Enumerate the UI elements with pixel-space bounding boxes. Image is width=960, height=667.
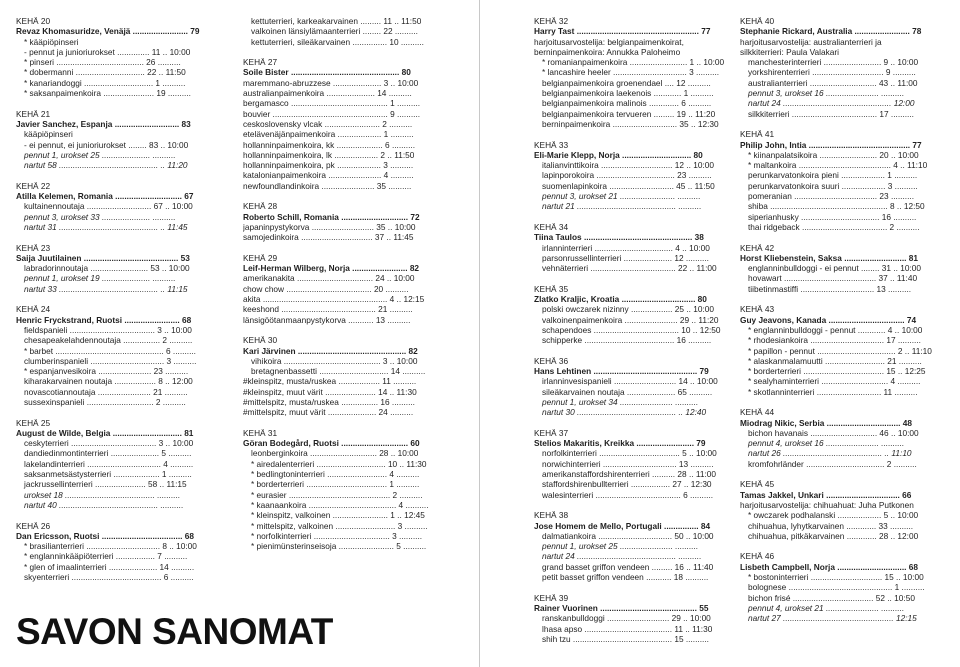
breed-line: #mittelspitz, muut värit ..................... 24 .......... <box>243 407 414 418</box>
breed-line: * pinseri ...................................... 26 .......... <box>24 57 181 68</box>
judge-line: Rainer Vuorinen .......................................... 55 <box>534 602 709 613</box>
breed-line: staffordshirenbullterrieri ................. 27 .. 12:30 <box>542 479 712 490</box>
ring-heading: KEHÄ 46 <box>740 551 775 562</box>
breed-line: * brasilianterrieri ................................ 8 .. 10:00 <box>24 541 197 552</box>
breed-line: pennut 4, urokset 16 ....................... .......... <box>748 438 905 449</box>
breed-line: parsonrussellinterrieri ..................... 12 .......... <box>542 252 709 263</box>
breed-line: bouvier .................................................. 9 .......... <box>243 108 421 119</box>
breed-line: * espanjanvesikoira ....................... 23 .......... <box>24 366 189 377</box>
breed-line: bergamasco .......................................... 1 .......... <box>243 98 421 109</box>
breed-line: irlanninterrieri .................................. 4 .. 10:00 <box>542 242 710 253</box>
breed-line: kääpiöpinseri <box>24 129 73 140</box>
breed-line: polski owczarek nizinny .................. 25 .. 10:00 <box>542 304 715 315</box>
breed-line: thai ridgeback ..................................... 2 .......... <box>748 221 920 232</box>
column-4 <box>740 16 936 634</box>
breed-line: * barbet ............................................... 6 .......... <box>24 345 196 356</box>
breed-line: dalmatiankoira ................................ 50 .. 10:00 <box>542 530 714 541</box>
judge-line: Stelios Makaritis, Kreikka ......................... 79 <box>534 438 706 449</box>
savon-sanomat-logo: SAVON SANOMAT <box>16 611 333 652</box>
breed-line: walesinterrieri ..................................... 6 .......... <box>542 489 714 500</box>
breed-line: * skotlanninterrieri ............................ 11 .......... <box>748 386 918 397</box>
breed-line: akita ...................................................... 4 .. 12:15 <box>243 294 425 305</box>
breed-line: hollanninpaimenkoira, pk ................... 3 .......... <box>243 160 414 171</box>
breed-line: nartut 21 ........................................... .......... <box>542 201 702 212</box>
breed-line: * rhodesiankoira ................................ 17 .......... <box>748 335 921 346</box>
breed-line: clumberinspanieli ................................ 3 .......... <box>24 355 197 366</box>
breed-line: * pienimünsterinseisoja ........................ 5 .......... <box>251 541 427 552</box>
ring-heading: KEHÄ 27 <box>243 57 278 68</box>
breed-line: #mittelspitz, musta/ruskea ................ 16 .......... <box>243 396 415 407</box>
breed-line: australianpaimenkoira ..................... 14 .......... <box>243 88 412 99</box>
breed-line: chow chow ..................................... 20 .......... <box>243 283 409 294</box>
breed-line: * kiinanpalatsikoira ......................... 20 .. 10:00 <box>748 149 919 160</box>
breed-line: australianterrieri ............................. 43 .. 11:00 <box>748 77 918 88</box>
ring-block <box>534 222 724 273</box>
ring-heading: KEHÄ 26 <box>16 520 51 531</box>
judge-line: Saija Juutilainen ......................................... 53 <box>16 252 190 263</box>
ring-heading: KEHÄ 23 <box>16 242 51 253</box>
judge-line: Atilla Kelemen, Romania ............................. 67 <box>16 191 194 202</box>
breed-line: - pennut ja junioriurokset .............. 11 .. 10:00 <box>24 46 191 57</box>
breed-line: hollanninpaimenkoira, kk .................... 6 .......... <box>243 139 416 150</box>
breed-line: chesapeakelahdennoutaja ................ 2 .......... <box>24 335 193 346</box>
ring-heading: KEHÄ 25 <box>16 417 51 428</box>
ring-heading: KEHÄ 37 <box>534 427 569 438</box>
breed-line: nartut 33 ........................................... .. 11:15 <box>24 283 188 294</box>
breed-line: norwichinterrieri ................................ 13 .......... <box>542 458 714 469</box>
breed-line: pennut 1, urokset 25 ..................... .......... <box>24 149 176 160</box>
breed-line: italianvinttikoira ............................... 12 .. 10:00 <box>542 160 715 171</box>
ring-block <box>740 304 936 397</box>
breed-line: belgianpaimenkoira groenendael .... 12 .......... <box>542 77 711 88</box>
breed-line: * borderterrieri ................................... 15 .. 12:25 <box>748 366 926 377</box>
breed-line: manchesterinterrieri ......................... 9 .. 10:00 <box>748 57 919 68</box>
ring-heading: KEHÄ 42 <box>740 242 775 253</box>
ring-block <box>243 428 455 552</box>
ring-block <box>740 479 936 541</box>
breed-line: bichon frisé ................................... 52 .. 10:50 <box>748 592 915 603</box>
ring-heading: KEHÄ 31 <box>243 427 278 438</box>
ring-heading: KEHÄ 32 <box>534 16 569 26</box>
breed-line: novascotiannoutaja ....................... 21 .......... <box>24 386 188 397</box>
ring-heading: KEHÄ 38 <box>534 510 569 521</box>
breed-line: bolognese ............................................. 1 .......... <box>748 582 925 593</box>
judge-line: Tiina Taulos ............................................... 38 <box>534 232 704 243</box>
breed-line: norfolkinterrieri ................................... 5 .. 10:00 <box>542 448 717 459</box>
ring-heading: KEHÄ 34 <box>534 221 569 232</box>
breed-line: chihuahua, pitkäkarvainen ............. 28 .. 12:00 <box>748 530 919 541</box>
breed-line: nartut 26 ........................................... .. 11:10 <box>748 448 912 459</box>
judge-line: Roberto Schill, Romania ............................. 72 <box>243 211 420 222</box>
breed-line: sileäkarvainen noutaja ..................... 65 .......... <box>542 386 713 397</box>
judge-line: Guy Jeavons, Kanada ................................. 74 <box>740 314 917 325</box>
breed-line: suomenlapinkoira ............................ 45 .. 11:50 <box>542 180 715 191</box>
breed-line: hovawart ........................................ 37 .. 11:40 <box>748 273 918 284</box>
breed-line: perunkarvatonkoira pieni ................... 1 .......... <box>748 170 918 181</box>
ring-heading: KEHÄ 35 <box>534 283 569 294</box>
judge-line: Göran Bodegård, Ruotsi ............................. 60 <box>243 438 420 449</box>
breed-line: jackrussellinterrieri ...................... 58 .. 11:15 <box>24 479 187 490</box>
breed-line: berninpaimenkoira: Annukka Paloheimo <box>534 46 681 57</box>
breed-line: pennut 3, urokset 16 ....................... .......... <box>748 88 905 99</box>
column-2 <box>243 16 455 562</box>
ring-block <box>740 16 936 119</box>
judge-line: Zlatko Kraljic, Kroatia ................................ 80 <box>534 294 707 305</box>
breed-line: ceskyterrieri ..................................... 3 .. 10:00 <box>24 438 194 449</box>
breed-line: * alaskanmalamuutti .......................... 21 .......... <box>748 355 922 366</box>
ring-block <box>16 304 220 407</box>
judge-line: Lisbeth Campbell, Norja .............................. 68 <box>740 561 918 572</box>
ring-block <box>16 181 220 232</box>
breed-line: * dobermanni .............................. 22 .. 11:50 <box>24 67 186 78</box>
ring-block <box>243 57 455 191</box>
judge-line: Stephanie Rickard, Australia ........................ 78 <box>740 26 922 37</box>
breed-line: #kleinspitz, muut värit ...................... 14 .. 11:30 <box>243 386 417 397</box>
breed-line: * kanariandoggi .............................. 1 .......... <box>24 77 186 88</box>
breed-line: dandiedinmontinterrieri ..................... 5 .......... <box>24 448 192 459</box>
breed-line: länsigöötanmaanpystykorva ........... 13 .......... <box>243 314 411 325</box>
judge-line: Jose Homem de Mello, Portugali ............... 84 <box>534 520 711 531</box>
ring-block <box>534 510 724 582</box>
ring-block <box>740 551 936 623</box>
column-1 <box>16 16 220 593</box>
breed-line: nartut 40 ........................................... .......... <box>24 499 184 510</box>
ring-block <box>243 201 455 242</box>
breed-line: ceskoslovensky vlcak ........................ 2 .......... <box>243 118 413 129</box>
ring-block <box>243 253 455 325</box>
breed-line: * lancashire heeler ................................ 3 .......... <box>542 67 720 78</box>
ring-heading: KEHÄ 41 <box>740 129 775 140</box>
ring-block <box>16 109 220 171</box>
breed-line: shiba ................................................... 8 .. 12:50 <box>748 201 925 212</box>
breed-line: nartut 30 ........................................... .. 12:40 <box>542 407 707 418</box>
breed-line: schipperke ....................................... 16 .......... <box>542 335 712 346</box>
breed-line: ranskanbulldoggi ........................... 29 .. 10:00 <box>542 613 711 624</box>
judge-line: Philip John, Intia ............................................ 77 <box>740 139 922 150</box>
ring-block <box>534 356 724 418</box>
ring-heading: KEHÄ 43 <box>740 304 775 315</box>
ring-heading: KEHÄ 45 <box>740 479 775 490</box>
breed-line: #kleinspitz, musta/ruskea .................. 11 .......... <box>243 376 417 387</box>
judge-line: Harry Tast ..................................................... 77 <box>534 26 711 37</box>
breed-line: pennut 1, urokset 34 ....................... .......... <box>542 396 699 407</box>
breed-line: harjoitusarvostelija: australianterrieri ja <box>740 36 882 47</box>
breed-line: harjoitusarvostelija: belgianpaimenkoirat, <box>534 36 684 47</box>
breed-line: grand basset griffon vendeen ......... 16 .. 11:40 <box>542 561 714 572</box>
ring-heading: KEHÄ 20 <box>16 16 51 26</box>
breed-line: * englanninkääpiöterrieri ................. 7 .......... <box>24 551 188 562</box>
ring-block <box>740 407 936 469</box>
right-page <box>480 0 960 667</box>
ring-block <box>16 16 220 98</box>
ring-block <box>243 16 455 47</box>
breed-line: schapendoes ..................................... 10 .. 12:50 <box>542 324 721 335</box>
breed-line: nartut 27 ................................................ 12:15 <box>748 613 917 624</box>
breed-line: vehnäterrieri ..................................... 22 .. 11:00 <box>542 263 717 274</box>
breed-line: berninpaimenkoira ............................ 35 .. 12:30 <box>542 118 719 129</box>
breed-line: tiibetinmastiffi ................................ 13 .......... <box>748 283 912 294</box>
breed-line: * papillon - pennut .................................. 2 .. 11:10 <box>748 345 932 356</box>
breed-line: maremmano-abruzzese ..................... 3 .. 10:00 <box>243 77 419 88</box>
ring-block <box>534 284 724 346</box>
ring-heading: KEHÄ 39 <box>534 592 569 603</box>
ring-block <box>534 140 724 212</box>
breed-line: siperianhusky .................................. 16 .......... <box>748 211 917 222</box>
breed-line: * eurasier ............................................ 2 .......... <box>251 489 423 500</box>
breed-line: nartut 24 ........................................... .......... <box>542 551 702 562</box>
breed-line: nartut 58 ........................................... .. 11:20 <box>24 160 188 171</box>
ring-heading: KEHÄ 30 <box>243 335 278 346</box>
breed-line: silkkiterrieri ..................................... 17 .......... <box>748 108 914 119</box>
ring-heading: KEHÄ 33 <box>534 139 569 150</box>
breed-line: pennut 3, urokset 33 ..................... .......... <box>24 211 176 222</box>
breed-line: * airedalenterrieri .............................. 10 .. 11:30 <box>251 458 427 469</box>
breed-line: * kaanaankoira ...................................... 4 .......... <box>251 499 429 510</box>
breed-line: belgianpaimenkoira malinois ............. 6 .......... <box>542 98 712 109</box>
breed-line: keeshond ......................................... 21 .......... <box>243 304 413 315</box>
judge-line: Eli-Marie Klepp, Norja .............................. 80 <box>534 149 703 160</box>
ring-block <box>534 593 724 644</box>
judge-line: August de Wilde, Belgia .............................. 81 <box>16 427 194 438</box>
breed-line: belgianpaimenkoira laekenois ............ 1 .......... <box>542 88 714 99</box>
breed-line: pennut 4, urokset 21 ....................... .......... <box>748 602 905 613</box>
judge-line: Hans Lehtinen ............................................. 79 <box>534 366 709 377</box>
ring-heading: KEHÄ 24 <box>16 304 51 315</box>
breed-line: perunkarvatonkoira suuri ................... 3 .......... <box>748 180 918 191</box>
breed-line: katalonianpaimenkoira ....................... 4 .......... <box>243 170 414 181</box>
breed-line: silkkiterrieri: Paula Valakari <box>740 46 839 57</box>
breed-line: * saksanpaimenkoira ...................... 19 .......... <box>24 88 191 99</box>
breed-line: japaninpystykorva ........................... 35 .. 10:00 <box>243 221 416 232</box>
breed-line: etelävenäjänpaimenkoira ................... 1 .......... <box>243 129 414 140</box>
breed-line: * bedlingtoninterrieri .......................... 4 .......... <box>251 469 420 480</box>
column-3 <box>534 16 724 654</box>
ring-block <box>534 16 724 129</box>
breed-line: valkoinen länsiylämaanterrieri ........ 22 .......... <box>251 26 418 37</box>
breed-line: * glen of imaalinterrieri ..................... 14 .......... <box>24 561 195 572</box>
breed-line: hollanninpaimenkoira, lk ................... 2 .. 11:50 <box>243 149 415 160</box>
breed-line: * sealyhaminterrieri ............................. 4 .......... <box>748 376 921 387</box>
breed-line: kiharakarvainen noutaja .................. 8 .. 12:00 <box>24 376 193 387</box>
breed-line: chihuahua, lyhytkarvainen ............. 33 .......... <box>748 520 914 531</box>
breed-line: kromfohrländer .................................. 2 .......... <box>748 458 917 469</box>
breed-line: saksanmetsästysterrieri .................... 1 .......... <box>24 469 192 480</box>
ring-heading: KEHÄ 40 <box>740 16 775 26</box>
breed-line: * bostoninterrieri ............................... 15 .. 10:00 <box>748 572 924 583</box>
breed-line: pennut 1, urokset 19 ..................... .......... <box>24 273 176 284</box>
breed-line: pomeranian .................................... 23 .......... <box>748 191 914 202</box>
breed-line: * kääpiöpinseri <box>24 36 79 47</box>
breed-line: fieldspanieli ..................................... 3 .. 10:00 <box>24 324 192 335</box>
breed-line: petit basset griffon vendeen ........... 18 .......... <box>542 572 709 583</box>
breed-line: bichon havanais ............................. 46 .. 10:00 <box>748 427 919 438</box>
ring-heading: KEHÄ 21 <box>16 108 51 119</box>
breed-line: lhasa apso ...................................... 11 .. 11:30 <box>542 623 713 634</box>
breed-line: * borderterrieri ................................... 1 .......... <box>251 479 420 490</box>
ring-heading: KEHÄ 22 <box>16 180 51 191</box>
breed-line: * kleinspitz, valkoinen ........................ 1 .. 12:45 <box>251 510 425 521</box>
breed-line: pennut 3, urokset 21 ........................ .......... <box>542 191 701 202</box>
breed-line: harjoitusarvostelija: chihuahuat: Juha Putkonen <box>740 499 914 510</box>
breed-line: amerikanakita ................................. 24 .. 10:00 <box>243 273 415 284</box>
breed-line: nartut 24 ............................................... 12:00 <box>748 98 915 109</box>
breed-line: kettuterrieri, karkeakarvainen ......... 11 .. 11:50 <box>251 16 422 26</box>
judge-line: Kari Järvinen ............................................... 82 <box>243 345 418 356</box>
judge-line: Revaz Khomasuridze, Venäjä ........................ 79 <box>16 26 200 37</box>
breed-line: - ei pennut, ei junioriurokset ........ 83 .. 10:00 <box>24 139 189 150</box>
breed-line: * englanninbulldoggi - pennut ............ 4 .. 10:00 <box>748 324 923 335</box>
breed-line: * maltankoira ........................................ 4 .. 11:10 <box>748 160 928 171</box>
breed-line: samojedinkoira ............................... 37 .. 11:45 <box>243 232 414 243</box>
judge-line: Horst Kliebenstein, Saksa ........................... 81 <box>740 252 918 263</box>
breed-line: vihikoira .......................................... 3 .. 10:00 <box>251 355 418 366</box>
breed-line: yorkshirenterrieri ............................... 9 .......... <box>748 67 916 78</box>
ring-heading: KEHÄ 44 <box>740 407 775 418</box>
judge-line: Dan Ericsson, Ruotsi ................................... 68 <box>16 530 194 541</box>
ring-block <box>243 335 455 417</box>
ring-block <box>16 521 220 583</box>
breed-line: englanninbulldoggi - ei pennut ........ 31 .. 10:00 <box>748 263 921 274</box>
ring-block <box>16 418 220 511</box>
breed-line: irlanninvesispanieli ........................... 14 .. 10:00 <box>542 376 718 387</box>
breed-line: lapinporokoira .................................. 23 .......... <box>542 170 712 181</box>
judge-line: Tamas Jakkel, Unkari ................................ 66 <box>740 489 912 500</box>
ring-block <box>740 243 936 294</box>
breed-line: newfoundlandinkoira ....................... 35 .......... <box>243 180 412 191</box>
judge-line: Leif-Herman Wilberg, Norja ........................ 82 <box>243 263 420 274</box>
breed-line: * mittelspitz, valkoinen .......................... 3 .......... <box>251 520 428 531</box>
breed-line: * romanianpaimenkoira ......................... 1 .. 10:00 <box>542 57 724 68</box>
ring-heading: KEHÄ 29 <box>243 252 278 263</box>
ring-block <box>16 243 220 294</box>
judge-line: Javier Sanchez, Espanja ............................ 83 <box>16 118 191 129</box>
breed-line: nartut 31 ........................................... .. 11:45 <box>24 221 188 232</box>
ring-heading: KEHÄ 36 <box>534 355 569 366</box>
ring-block <box>534 428 724 500</box>
breed-line: pennut 1, urokset 25 ....................... .......... <box>542 541 699 552</box>
breed-line: bretagnenbassetti .............................. 14 .......... <box>251 366 426 377</box>
breed-line: shih tzu ........................................... 15 .......... <box>542 633 709 644</box>
judge-line: Henric Fryckstrand, Ruotsi ........................ 68 <box>16 314 192 325</box>
ring-block <box>740 129 936 232</box>
breed-line: skyenterrieri ....................................... 6 .......... <box>24 572 194 583</box>
judge-line: Miodrag Nikic, Serbia ................................ 48 <box>740 417 912 428</box>
breed-line: * owczarek podhalanski ................... 5 .. 10:00 <box>748 510 919 521</box>
breed-line: valkoinenpaimenkoira ....................... 29 .. 11:20 <box>542 314 719 325</box>
breed-line: labradorinnoutaja ......................... 53 .. 10:00 <box>24 263 190 274</box>
breed-line: * norfolkinterrieri ................................. 3 .......... <box>251 530 423 541</box>
breed-line: urokset 18 ....................................... .......... <box>24 489 181 500</box>
breed-line: sussexinspanieli ............................. 2 .......... <box>24 396 186 407</box>
judge-line: Soile Bister ............................................... 80 <box>243 67 411 78</box>
breed-line: leonberginkoira ............................. 28 .. 10:00 <box>251 448 419 459</box>
breed-line: kultainennoutaja ............................ 67 .. 10:00 <box>24 201 193 212</box>
ring-heading: KEHÄ 28 <box>243 201 278 212</box>
breed-line: kettuterrieri, sileäkarvainen ............... 10 .......... <box>251 36 424 47</box>
breed-line: belgianpaimenkoira tervueren ......... 19 .. 11:20 <box>542 108 716 119</box>
breed-line: amerikanstaffordshirenterrieri .......... 28 .. 11:00 <box>542 469 717 480</box>
breed-line: lakelandinterrieri ................................ 4 .......... <box>24 458 194 469</box>
